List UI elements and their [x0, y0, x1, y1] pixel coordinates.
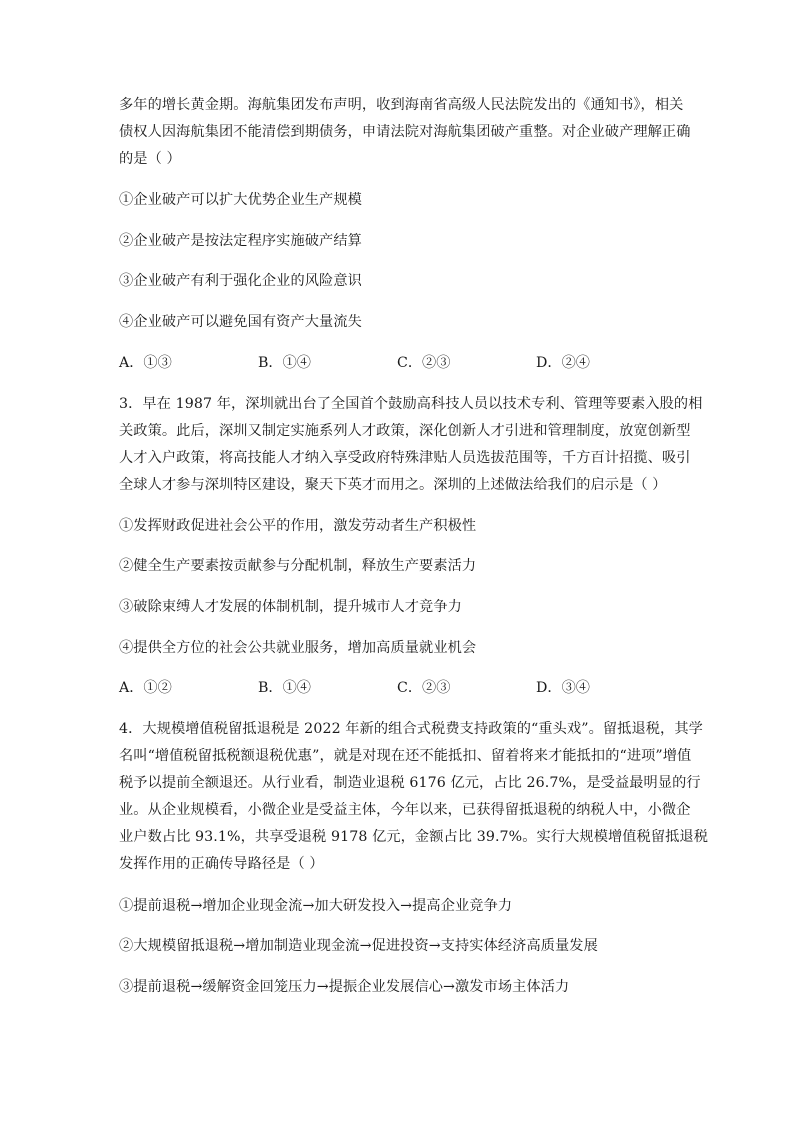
q2-option-c: C．②③ [397, 355, 451, 371]
q4-stem-line: 名叫“增值税留抵税额退税优惠”，就是对现在还不能抵扣、留着将来才能抵扣的“进项”增值 [119, 748, 692, 764]
q3-statement-4: ④提供全方位的社会公共就业服务，增加高质量就业机会 [119, 640, 477, 656]
q3-stem-line: 关政策。此后，深圳又制定实施系列人才政策，深化创新人才引进和管理制度，放宽创新型 [119, 423, 691, 439]
q2-option-d: D．②④ [536, 355, 590, 371]
q2-statement-4: ④企业破产可以避免国有资产大量流失 [119, 314, 362, 330]
q3-statement-3: ③破除束缚人才发展的体制机制，提升城市人才竞争力 [119, 599, 462, 615]
q4-statement-2: ②大规模留抵退税→增加制造业现金流→促进投资→支持实体经济高质量发展 [119, 938, 598, 954]
q3-stem-line: 人才入户政策，将高技能人才纳入享受政府特殊津贴人员选拔范围等，千方百计招揽、吸引 [119, 450, 691, 466]
q2-stem-line: 的是（ ） [119, 151, 181, 167]
q4-stem-line: 发挥作用的正确传导路径是（ ） [119, 856, 324, 872]
q3-statement-1: ①发挥财政促进社会公平的作用，激发劳动者生产积极性 [119, 518, 477, 534]
q2-option-b: B．①④ [258, 355, 311, 371]
q2-stem-line: 债权人因海航集团不能清偿到期债务，申请法院对海航集团破产重整。对企业破产理解正确 [119, 124, 691, 140]
q2-statement-3: ③企业破产有利于强化企业的风险意识 [119, 273, 362, 289]
q3-statement-2: ②健全生产要素按贡献参与分配机制，释放生产要素活力 [119, 558, 477, 574]
q4-statement-1: ①提前退税→增加企业现金流→加大研发投入→提高企业竞争力 [119, 898, 513, 914]
q4-stem-line: 业。从企业规模看，小微企业是受益主体，今年以来，已获得留抵退税的纳税人中，小微企 [119, 802, 691, 818]
q2-option-a: A．①③ [119, 355, 172, 371]
q3-option-a: A．①② [119, 680, 172, 696]
q4-stem-line: 4．大规模增值税留抵退税是 2022 年新的组合式税费支持政策的“重头戏”。留抵退税，其学 [119, 721, 703, 737]
q3-stem-line: 3．早在 1987 年，深圳就出台了全国首个鼓励高科技人员以技术专利、管理等要素入股的相 [119, 396, 703, 412]
q3-option-b: B．①④ [258, 680, 311, 696]
q3-option-c: C．②③ [397, 680, 451, 696]
q2-stem-line: 多年的增长黄金期。海航集团发布声明，收到海南省高级人民法院发出的《通知书》，相关 [119, 97, 684, 113]
q2-statement-1: ①企业破产可以扩大优势企业生产规模 [119, 192, 362, 208]
q2-statement-2: ②企业破产是按法定程序实施破产结算 [119, 233, 362, 249]
q4-statement-3: ③提前退税→缓解资金回笼压力→提振企业发展信心→激发市场主体活力 [119, 979, 570, 995]
q4-stem-line: 业户数占比 93.1%，共享受退税 9178 亿元，金额占比 39.7%。实行大规模增值税留抵退税 [119, 829, 709, 845]
q3-stem-line: 全球人才参与深圳特区建设，聚天下英才而用之。深圳的上述做法给我们的启示是（ ） [119, 477, 667, 493]
q3-option-d: D．③④ [536, 680, 590, 696]
q4-stem-line: 税予以提前全额退还。从行业看，制造业退税 6176 亿元，占比 26.7%，是受益最明显的行 [119, 775, 701, 791]
